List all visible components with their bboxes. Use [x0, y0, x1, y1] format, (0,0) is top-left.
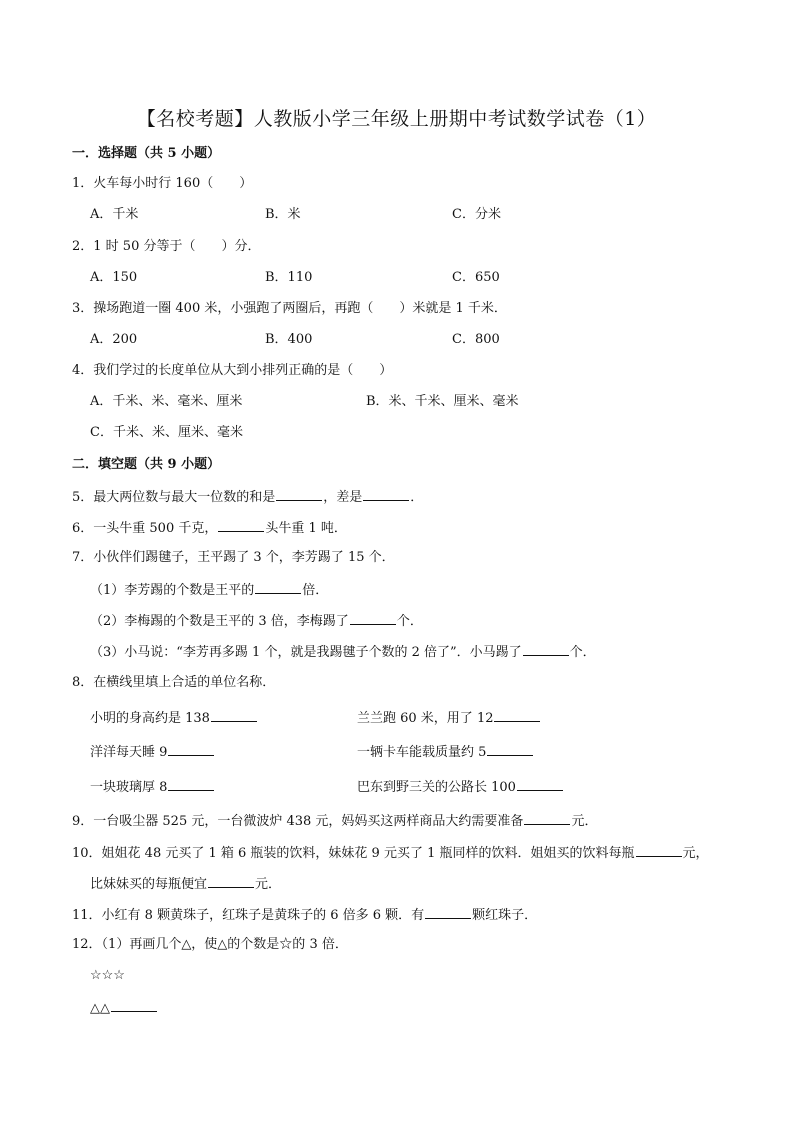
- question-5: [72, 488, 423, 506]
- question-12: 12．（1）再画几个△，使△的个数是☆的 3 倍．: [72, 937, 348, 952]
- q9-text: 9．一台吸尘器 525 元，一台微波炉 438 元，妈妈买这两样商品大约需要准备: [72, 814, 524, 829]
- q1-option-b: B．米: [265, 207, 301, 222]
- answer-blank[interactable]: [208, 875, 254, 888]
- triangle-shapes: △△: [90, 1001, 110, 1016]
- q10-text-2: 元，: [682, 846, 709, 861]
- q8-item: [357, 709, 541, 727]
- q4-option-b: B．米、千米、厘米、毫米: [366, 394, 519, 409]
- question-4: 4．我们学过的长度单位从大到小排列正确的是（ ）: [72, 363, 393, 378]
- q9-text-2: 元．: [571, 814, 598, 829]
- q10-text: 10．姐姐花 48 元买了 1 箱 6 瓶装的饮料，妹妹花 9 元买了 1 瓶同样的饮料．姐姐买的饮料每瓶: [72, 846, 635, 861]
- q3-option-c: C．800: [452, 332, 500, 347]
- q4-option-a: A．千米、米、毫米、厘米: [90, 394, 243, 409]
- q7-p3-text-2: 个．: [569, 645, 596, 660]
- q7-p1-text-2: 倍．: [302, 583, 329, 598]
- q2-option-b: B．110: [265, 270, 313, 285]
- section-heading-fill: 二．填空题（共 9 小题）: [72, 457, 221, 472]
- q10-text-4: 元．: [255, 877, 282, 892]
- q7-p2-text: （2）李梅踢的个数是王平的 3 倍，李梅踢了: [90, 614, 349, 629]
- q1-option-a: A．千米: [90, 207, 139, 222]
- answer-blank[interactable]: [363, 488, 409, 501]
- page-title: 【名校考题】人教版小学三年级上册期中考试数学试卷（1）: [136, 108, 657, 130]
- answer-blank[interactable]: [218, 519, 264, 532]
- q8-item: [357, 778, 564, 796]
- q5-text-2: ，差是: [323, 490, 363, 505]
- q8-item: [357, 743, 534, 761]
- question-8: 8．在横线里填上合适的单位名称．: [72, 675, 276, 690]
- q7-p3-text: （3）小马说：“李芳再多踢 1 个，就是我踢毽子个数的 2 倍了”．小马踢了: [90, 645, 522, 660]
- star-row: ☆☆☆: [90, 968, 125, 983]
- q8-item: [90, 709, 258, 727]
- q8-item-text: 洋洋每天睡 9: [90, 745, 168, 760]
- q11-text-2: 颗红珠子．: [472, 908, 538, 923]
- answer-blank[interactable]: [255, 581, 301, 594]
- q2-option-c: C．650: [452, 270, 500, 285]
- section-heading-choice: 一．选择题（共 5 小题）: [72, 146, 221, 161]
- answer-blank[interactable]: [111, 999, 157, 1012]
- q1-option-c: C．分米: [452, 207, 501, 222]
- q8-item-text: 小明的身高约是 138: [90, 711, 210, 726]
- answer-blank[interactable]: [168, 743, 214, 756]
- q3-option-b: B．400: [265, 332, 313, 347]
- q8-item: [90, 743, 215, 761]
- answer-blank[interactable]: [350, 612, 396, 625]
- q3-option-a: A．200: [90, 332, 138, 347]
- answer-blank[interactable]: [636, 844, 682, 857]
- q5-text: 5．最大两位数与最大一位数的和是: [72, 490, 276, 505]
- q8-item-text: 一辆卡车能载质量约 5: [357, 745, 487, 760]
- q2-option-a: A．150: [90, 270, 138, 285]
- q8-item: [90, 778, 215, 796]
- q7-p1-text: （1）李芳踢的个数是王平的: [90, 583, 255, 598]
- q7-part-2: [90, 612, 423, 630]
- q6-text: 6．一头牛重 500 千克，: [72, 521, 218, 536]
- answer-blank[interactable]: [211, 709, 257, 722]
- q4-option-c: C．千米、米、厘米、毫米: [90, 425, 243, 440]
- answer-blank[interactable]: [523, 643, 569, 656]
- question-7: 7．小伙伴们踢毽子，王平踢了 3 个，李芳踢了 15 个．: [72, 550, 395, 565]
- q10-text-3: 比妹妹买的每瓶便宜: [90, 877, 208, 892]
- question-6: [72, 519, 347, 537]
- answer-blank[interactable]: [168, 778, 214, 791]
- q8-item-text: 兰兰跑 60 米，用了 12: [357, 711, 494, 726]
- question-3: 3．操场跑道一圈 400 米，小强跑了两圈后，再跑（ ）米就是 1 千米．: [72, 301, 507, 316]
- q7-p2-text-2: 个．: [396, 614, 423, 629]
- question-10-cont: [90, 875, 281, 893]
- q8-item-text: 巴东到野三关的公路长 100: [357, 780, 516, 795]
- answer-blank[interactable]: [425, 906, 471, 919]
- answer-blank[interactable]: [517, 778, 563, 791]
- q11-text: 11．小红有 8 颗黄珠子，红珠子是黄珠子的 6 倍多 6 颗．有: [72, 908, 425, 923]
- question-11: [72, 906, 537, 924]
- question-9: [72, 812, 597, 830]
- answer-blank[interactable]: [276, 488, 322, 501]
- question-1: 1．火车每小时行 160（ ）: [72, 176, 253, 191]
- q6-text-2: 头牛重 1 吨．: [265, 521, 347, 536]
- q7-part-3: [90, 643, 596, 661]
- q5-text-3: ．: [410, 490, 424, 505]
- answer-blank[interactable]: [524, 812, 570, 825]
- q7-part-1: [90, 581, 328, 599]
- answer-blank[interactable]: [487, 743, 533, 756]
- q8-item-text: 一块玻璃厚 8: [90, 780, 168, 795]
- question-10: [72, 844, 709, 862]
- triangle-row: [90, 999, 158, 1017]
- answer-blank[interactable]: [494, 709, 540, 722]
- question-2: 2．1 时 50 分等于（ ）分．: [72, 239, 261, 254]
